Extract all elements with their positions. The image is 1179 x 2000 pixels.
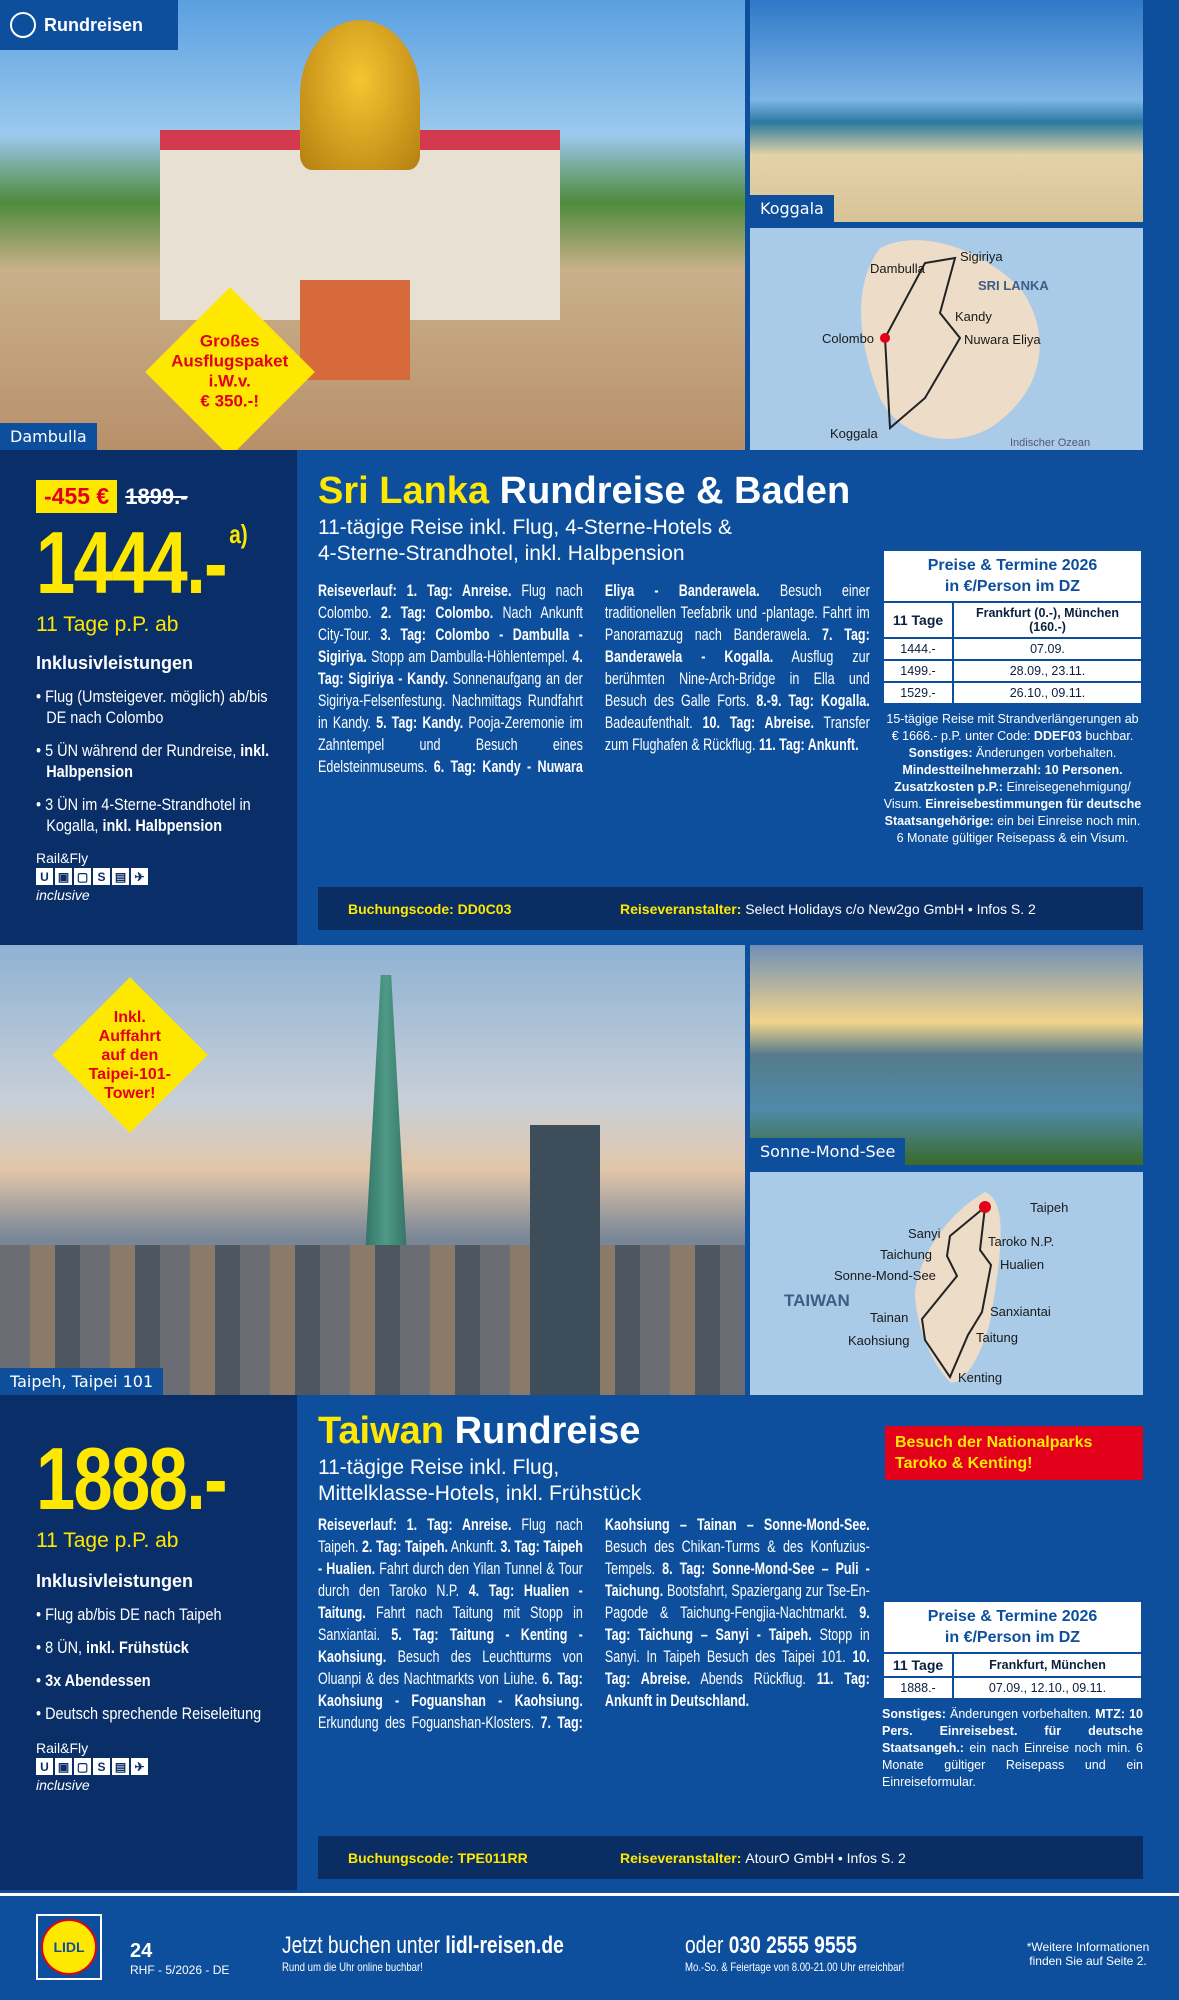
inclusion-item xyxy=(36,1703,291,1724)
text: Stopp am Dambulla-Höhlentempel. xyxy=(366,648,573,666)
bold-text: 9. Tag: Taichung – Sanyi - Taipeh. xyxy=(604,1604,870,1644)
text: 8 ÜN, xyxy=(45,1638,87,1657)
bold-text: inkl. Frühstück xyxy=(86,1638,189,1657)
railfly-sub: inclusive xyxy=(36,887,90,903)
text: Flug nach Colombo. xyxy=(318,582,583,622)
cta-sub: Rund um die Uhr online buchbar! xyxy=(282,1960,423,1974)
discount-badge: -455 € xyxy=(36,480,117,513)
inclusion-item xyxy=(36,1670,291,1691)
railfly-sub: inclusive xyxy=(36,1777,90,1793)
operator-label: Reiseveranstalter: xyxy=(620,900,742,917)
bold-text: 11. Tag: Ankunft in Deutschland. xyxy=(604,1670,870,1710)
text: Abends Rückflug. xyxy=(690,1670,817,1688)
inclusions-list xyxy=(36,1604,291,1724)
railfly-label: Rail&Fly xyxy=(36,850,89,866)
bold-text: 10. Tag: Abreise. xyxy=(604,1648,870,1688)
bold-text: Mindestteilnehmerzahl: 10 Personen. Zusatzkosten p.P.: xyxy=(894,763,1123,794)
table-cell: 1444.- xyxy=(883,638,953,660)
text: Flug (Umsteigever. möglich) ab/bis DE nach Colombo xyxy=(45,687,268,727)
table-cell: 07.09. xyxy=(953,638,1142,660)
price-footnote: a) xyxy=(229,519,248,549)
offer-subtitle: 11-tägige Reise inkl. Flug, 4-Sterne-Hotels & 4-Sterne-Strandhotel, inkl. Halbpension xyxy=(318,516,732,565)
text: Bootsfahrt, Spaziergang zur Tse-En-Pagode & Taichung-Fengjia-Nachtmarkt. xyxy=(604,1582,870,1622)
duration: 11 Tage p.P. ab xyxy=(36,1529,179,1552)
map-label: Taipeh xyxy=(1030,1200,1069,1215)
sun-moon-lake-photo xyxy=(750,945,1143,1165)
globe-icon xyxy=(10,12,36,38)
page-info xyxy=(130,1940,229,1977)
photo-caption: Sonne-Mond-See xyxy=(750,1138,905,1165)
map-label: Colombo xyxy=(822,331,875,346)
photo-caption: Koggala xyxy=(750,195,834,222)
text: Einreisegenehmigung/ Visum. xyxy=(883,780,1131,811)
text: Erkundung des Foguanshan-Klosters. xyxy=(318,1714,541,1732)
itinerary-text xyxy=(318,1514,870,1734)
taiwan-map xyxy=(750,1172,1143,1395)
staircase xyxy=(300,280,410,380)
bold-text: 3. Tag: Colombo - Dambulla - Sigiriya. xyxy=(318,626,583,666)
map-label: Taroko N.P. xyxy=(988,1234,1055,1249)
price-table-box xyxy=(882,1600,1143,1791)
bold-text: 7. Tag: Kaohsiung – Tainan – Sonne-Mond-See. xyxy=(540,1516,870,1732)
inclusions-title: Inklusivleistungen xyxy=(36,653,194,673)
bold-text: 6. Tag: Kaohsiung - Foguanshan - Kaohsiung. xyxy=(318,1670,583,1710)
phone-pre: oder xyxy=(685,1932,729,1959)
promo-line: Auffahrt xyxy=(98,1027,162,1045)
map-label: Kaohsiung xyxy=(848,1333,910,1348)
map-label: Sigiriya xyxy=(960,249,1003,264)
bold-text: 10. Tag: Abreise. xyxy=(702,714,815,732)
table-cell: 1499.- xyxy=(883,660,953,682)
table-cell: 28.09., 23.11. xyxy=(953,660,1142,682)
map-label: Taitung xyxy=(976,1330,1018,1345)
map-label: Kandy xyxy=(955,309,992,324)
map-label: Taichung xyxy=(880,1247,933,1262)
bold-text: inkl. Halbpension xyxy=(102,816,223,835)
page-number: 24 xyxy=(130,1940,153,1962)
terms-note xyxy=(882,1706,1143,1791)
table-row xyxy=(883,1677,1142,1699)
map-label: Dambulla xyxy=(870,261,925,276)
phone-info xyxy=(685,1932,904,1974)
text: Ausflug zur berühmten Nine-Arch-Bridge in Ella und Besuch des Galle Forts. xyxy=(604,648,870,710)
text: 15-tägige Reise mit Strandverlängerungen ab € 1666.- p.P. unter Code: xyxy=(886,712,1139,743)
railfly-logo xyxy=(36,1740,297,1793)
booking-code: Buchungscode: TPE011RR xyxy=(348,1849,528,1866)
text: Deutsch sprechende Reiseleitung xyxy=(45,1704,262,1723)
table-cell: 07.09., 12.10., 09.11. xyxy=(953,1677,1142,1699)
map-label: Sonne-Mond-See xyxy=(834,1268,936,1283)
inclusions-list xyxy=(36,686,291,836)
table-header: Frankfurt, München xyxy=(953,1653,1142,1677)
transport-icons: U ▣ ▢ S ▤ ✈ xyxy=(36,1758,297,1775)
bold-text: 3. Tag: Taipeh - Hualien. xyxy=(318,1538,583,1578)
text: Fahrt nach Taitung mit Stopp in Sanxiantai. xyxy=(318,1604,583,1644)
koggala-photo xyxy=(750,0,1143,222)
highlight-banner: Besuch der Nationalparks Taroko & Kenting! xyxy=(885,1426,1143,1480)
text: ein nach Einreise noch min. 6 Monate gültiger Reisepass und ein Einreiseformular. xyxy=(882,1741,1143,1789)
bold-text: DDEF03 xyxy=(1033,729,1082,743)
price: 1888.- xyxy=(36,1429,227,1528)
text: ein bei Einreise noch min. 6 Monate gültiger Reisepass & ein Visum. xyxy=(896,814,1141,845)
promo-line: Großes xyxy=(200,331,260,351)
bold-text: 3x Abendessen xyxy=(45,1671,151,1690)
bold-text: 5. Tag: Taitung - Kenting - Kaohsiung. xyxy=(318,1626,583,1666)
promo-line: € 350.-! xyxy=(200,391,260,411)
table-title: Preise & Termine 2026 in €/Person im DZ xyxy=(883,1601,1142,1653)
railfly-logo xyxy=(36,850,297,903)
table-header: Frankfurt (0.-), München (160.-) xyxy=(953,602,1142,638)
inclusion-item xyxy=(36,794,291,836)
price-block xyxy=(36,513,248,612)
operator: Select Holidays c/o New2go GmbH • Infos S. 2 xyxy=(745,900,1036,917)
bold-text: 8.-9. Tag: Kogalla. xyxy=(756,692,870,710)
table-row xyxy=(883,682,1142,704)
bold-text: 4. Tag: Sigiriya - Kandy. xyxy=(318,648,583,688)
lidl-logo[interactable] xyxy=(36,1914,102,1980)
right-edge-strip xyxy=(1143,0,1179,1893)
text: Besuch einer traditionellen Teefabrik und -plantage. Fahrt im Panoramazug nach Banderawela. xyxy=(604,582,870,644)
map-country: TAIWAN xyxy=(784,1291,850,1310)
table-row xyxy=(883,660,1142,682)
table-cell: 1529.- xyxy=(883,682,953,704)
bold-text: 8. Tag: Sonne-Mond-See – Puli - Taichung. xyxy=(604,1560,870,1600)
website-link[interactable]: lidl-reisen.de xyxy=(445,1932,564,1959)
text: Badeaufenthalt. xyxy=(604,714,703,732)
duration: 11 Tage p.P. ab xyxy=(36,613,179,636)
text: Besuch des Leuchtturms von Oluanpi & des Nachtmarkts von Liuhe. xyxy=(318,1648,583,1688)
srilanka-map xyxy=(750,228,1143,450)
itinerary-text xyxy=(318,580,870,778)
footnote: *Weitere Informationen finden Sie auf Seite 2. xyxy=(1026,1940,1150,1968)
text: Flug nach Taipeh. xyxy=(318,1516,583,1556)
map-sea: Indischer Ozean xyxy=(1010,437,1091,449)
text: Flug ab/bis DE nach Taipeh xyxy=(45,1605,222,1624)
offer-title: Sri Lanka Rundreise & Baden xyxy=(318,470,851,512)
operator: AtourO GmbH • Infos S. 2 xyxy=(745,1849,906,1866)
text: Änderungen vorbehalten. xyxy=(945,1707,1096,1721)
text: Sonnenaufgang an der Sigiriya-Felsenfestung. Nachmittags Rundfahrt in Kandy. xyxy=(318,670,583,732)
map-country: SRI LANKA xyxy=(978,278,1049,293)
inclusions-title: Inklusivleistungen xyxy=(36,1571,194,1591)
text: Änderungen vorbehalten. xyxy=(972,746,1117,760)
promo-line: Taipei-101- xyxy=(88,1065,172,1083)
cta xyxy=(282,1932,564,1974)
inclusion-item xyxy=(36,686,291,728)
section-tag xyxy=(0,0,178,50)
promo-line: Ausflugspaket xyxy=(171,351,289,371)
text: Pooja-Zeremonie im Zahntempel und Besuch eines Edelsteinmuseums. xyxy=(318,714,583,776)
text: Transfer zum Flughafen & Rückflug. xyxy=(604,714,870,754)
srilanka-content xyxy=(318,470,878,567)
map-label: Hualien xyxy=(1000,1257,1045,1272)
map-label: Sanyi xyxy=(908,1226,941,1241)
table-header: 11 Tage xyxy=(883,602,953,638)
bold-text: 11. Tag: Ankunft. xyxy=(758,736,859,754)
footer xyxy=(0,1893,1179,2000)
operator-label: Reiseveranstalter: xyxy=(620,1849,742,1866)
text: Nach Ankunft City-Tour. xyxy=(318,604,583,644)
price-table xyxy=(882,1600,1143,1700)
bold-text: Reiseverlauf: 1. Tag: Anreise. xyxy=(318,1516,512,1534)
lidl-logo-text: LIDL xyxy=(41,1919,97,1975)
bold-text: Sonstiges: xyxy=(882,1707,946,1721)
text: Besuch des Chikan-Turms & des Konfuzius-Tempels. xyxy=(604,1538,870,1578)
section-title: Rundreisen xyxy=(44,14,144,35)
booking-code: Buchungscode: DD0C03 xyxy=(348,900,512,917)
srilanka-price-column xyxy=(0,450,297,945)
promo-line: Tower! xyxy=(104,1084,156,1102)
bold-text: 5. Tag: Kandy. xyxy=(376,714,464,732)
table-title: Preise & Termine 2026 in €/Person im DZ xyxy=(883,550,1142,602)
bold-text: 6. Tag: Kandy - Nuwara Eliya - Banderawela. xyxy=(433,582,760,776)
table-cell: 26.10., 09.11. xyxy=(953,682,1142,704)
old-price: 1899.- xyxy=(125,483,188,509)
bold-text: 2. Tag: Colombo. xyxy=(380,604,494,622)
booking-bar xyxy=(318,1836,1143,1879)
promo-line: auf den xyxy=(101,1046,159,1064)
offer-subtitle: 11-tägige Reise inkl. Flug, Mittelklasse-Hotels, inkl. Frühstück xyxy=(318,1456,642,1505)
text: Fahrt durch den Yilan Tunnel & Tour durch den Taroko N.P. xyxy=(318,1560,583,1600)
price: 1444.- xyxy=(36,513,227,612)
bold-text: MTZ: 10 Pers. Einreisebest. für deutsche Staatsangeh.: xyxy=(882,1707,1143,1755)
bold-text: 4. Tag: Hualien - Taitung. xyxy=(318,1582,583,1622)
terms-note xyxy=(882,711,1143,847)
phone-number[interactable]: 030 2555 9555 xyxy=(728,1932,857,1959)
price-table-box xyxy=(882,549,1143,847)
table-row xyxy=(883,638,1142,660)
photo-caption: Dambulla xyxy=(0,423,97,450)
inclusion-item xyxy=(36,1604,291,1625)
bold-text: 7. Tag: Banderawela - Kogalla. xyxy=(604,626,870,666)
price-block xyxy=(36,1429,245,1528)
text: Stopp in Sanyi. In Taipeh Besuch des Taipei 101. xyxy=(604,1626,870,1666)
table-cell: 1888.- xyxy=(883,1677,953,1699)
text: buchbar. xyxy=(1081,729,1134,743)
text: Ankunft. xyxy=(447,1538,501,1556)
map-label: Nuwara Eliya xyxy=(964,332,1041,347)
map-label: Kenting xyxy=(958,1370,1003,1385)
taiwan-price-column xyxy=(0,1395,297,1890)
promo-line: Inkl. xyxy=(113,1008,146,1026)
table-header: 11 Tage xyxy=(883,1653,953,1677)
bold-text: inkl. Halbpension xyxy=(46,741,270,781)
bold-text: Reiseverlauf: 1. Tag: Anreise. xyxy=(318,582,512,600)
bold-text: Einreisebestimmungen für deutsche Staatsangehörige: xyxy=(884,797,1142,828)
text: 3 ÜN im 4-Sterne-Strandhotel in Kogalla, xyxy=(45,795,251,835)
map-label: Sanxiantai xyxy=(990,1304,1051,1319)
text: 5 ÜN während der Rundreise, xyxy=(45,741,241,760)
buddha-statue xyxy=(300,20,420,170)
railfly-label: Rail&Fly xyxy=(36,1740,89,1756)
edition: RHF - 5/2026 - DE xyxy=(130,1963,230,1977)
transport-icons: U ▣ ▢ S ▤ ✈ xyxy=(36,868,297,885)
inclusion-item xyxy=(36,740,291,782)
promo-line: i.W.v. xyxy=(208,371,252,391)
bold-text: Sonstiges: xyxy=(908,746,973,760)
taiwan-content xyxy=(318,1410,878,1507)
dambulla-photo xyxy=(0,0,745,450)
price-table xyxy=(882,549,1143,705)
phone-sub: Mo.-So. & Feiertage von 8.00-21.00 Uhr erreichbar! xyxy=(685,1960,905,1974)
cta-text: Jetzt buchen unter xyxy=(282,1932,446,1959)
offer-title: Taiwan Rundreise xyxy=(318,1410,641,1452)
booking-bar xyxy=(318,887,1143,930)
skyscraper xyxy=(530,1125,600,1395)
map-label: Koggala xyxy=(830,426,878,441)
map-label: Tainan xyxy=(870,1310,909,1325)
inclusion-item xyxy=(36,1637,291,1658)
bold-text: 2. Tag: Taipeh. xyxy=(361,1538,448,1556)
photo-caption: Taipeh, Taipei 101 xyxy=(0,1368,163,1395)
